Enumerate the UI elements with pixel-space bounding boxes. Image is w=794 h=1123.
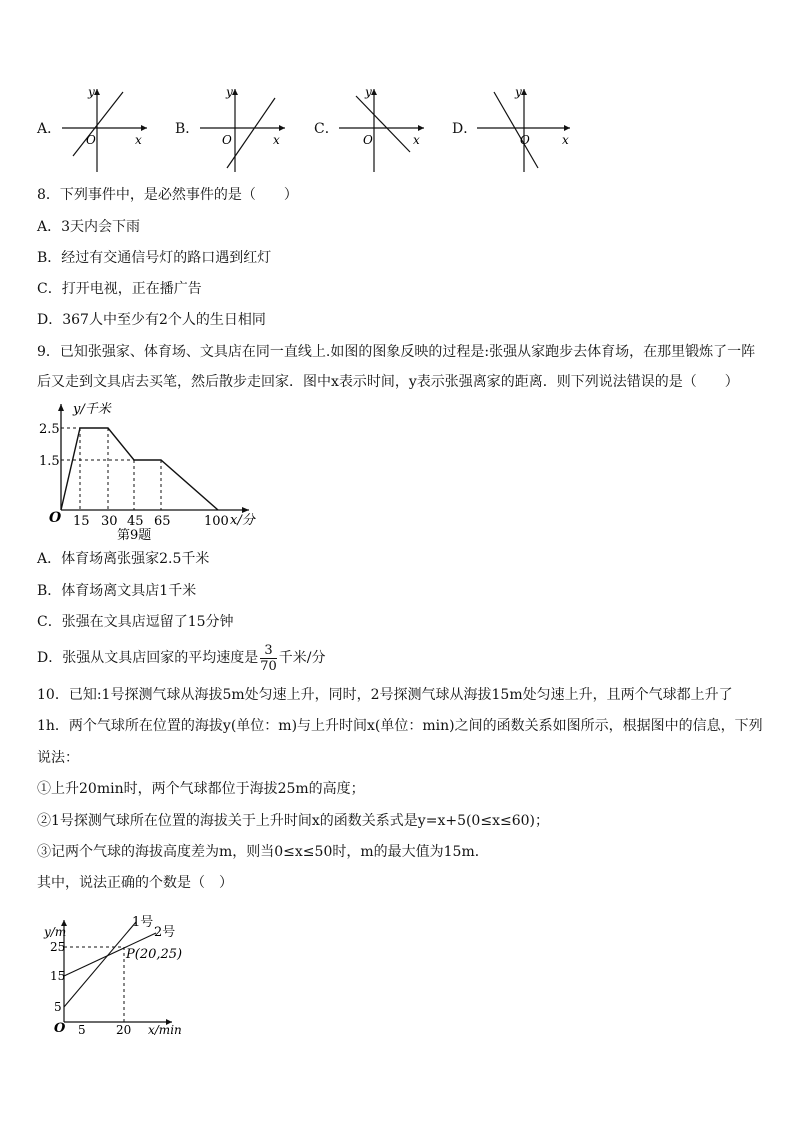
option-label: A． <box>37 121 62 137</box>
x-tick-45: 45 <box>127 514 144 529</box>
x-tick-100: 100 <box>204 514 229 529</box>
q10-stem-line1: 10．已知:1号探测气球从海拔5m处匀速上升，同时，2号探测气球从海拔15m处匀速上升，且两个气球都上升了 <box>37 687 733 703</box>
q9-option-c[interactable]: C．张强在文具店逗留了15分钟 <box>37 614 234 630</box>
origin-label: O <box>520 133 530 147</box>
line-graph-b <box>197 84 287 174</box>
axis-x-label: x <box>413 133 420 147</box>
q8-option-b[interactable]: B．经过有交通信号灯的路口遇到红灯 <box>37 250 272 266</box>
y-tick-15: 15 <box>50 969 66 983</box>
q10-statement-1: ①上升20min时，两个气球都位于海拔25m的高度； <box>37 781 365 797</box>
fraction-numerator: 3 <box>260 643 277 659</box>
x-tick-20: 20 <box>116 1023 132 1037</box>
option-label: D． <box>452 121 478 137</box>
origin-label: O <box>222 133 232 147</box>
q10-question: 其中，说法正确的个数是（ ） <box>37 875 233 891</box>
fraction <box>260 643 277 674</box>
option-label: C． <box>314 121 339 137</box>
fraction-denominator: 70 <box>260 658 277 674</box>
axis-y-label: y <box>88 85 95 99</box>
axis-y-label: y <box>226 85 233 99</box>
line-graph-d <box>474 84 574 174</box>
q10-altitude-graph <box>40 910 200 1038</box>
point-p-label: P(20,25) <box>126 947 183 962</box>
x-tick-65: 65 <box>154 514 171 529</box>
origin-label: O <box>363 133 373 147</box>
q10-statement-2: ②1号探测气球所在位置的海拔关于上升时间x的函数关系式是y=x+5(0≤x≤60)； <box>37 813 549 829</box>
axis-y-label: y <box>365 85 372 99</box>
q8-option-d[interactable]: D．367人中至少有2个人的生日相同 <box>37 312 266 328</box>
figure-caption: 第9题 <box>117 528 152 543</box>
q8-stem: 8．下列事件中，是必然事件的是（ ） <box>37 187 298 203</box>
q9-distance-time-graph <box>37 398 267 546</box>
q10-stem-line3: 说法： <box>37 750 79 766</box>
axis-x-label: x <box>135 133 142 147</box>
q8-option-c[interactable]: C．打开电视，正在播广告 <box>37 281 202 297</box>
q8-option-a[interactable]: A．3天内会下雨 <box>37 219 141 235</box>
q9-option-b[interactable]: B．体育场离文具店1千米 <box>37 583 197 599</box>
y-axis-label: y/m <box>44 925 67 939</box>
y-tick-2-5: 2.5 <box>39 422 60 437</box>
axis-x-label: x <box>273 133 280 147</box>
axis-y-label: y <box>515 85 522 99</box>
line-graph-c <box>336 84 426 174</box>
q9-stem-line2: 后又走到文具店去买笔，然后散步走回家．图中x表示时间，y表示张强离家的距离．则下列说法错误的是（ ） <box>37 374 739 390</box>
q9-option-a[interactable]: A．体育场离张强家2.5千米 <box>37 551 210 567</box>
y-tick-1-5: 1.5 <box>39 454 60 469</box>
x-axis-label: x/分 <box>230 513 255 528</box>
line-label-1: 1号 <box>132 915 154 930</box>
origin-label: O <box>49 510 62 526</box>
x-tick-15: 15 <box>73 514 90 529</box>
y-axis-label: y/千米 <box>73 402 111 417</box>
q9-option-d[interactable] <box>37 640 326 676</box>
q9-option-d-text: D．张强从文具店回家的平均速度是 <box>37 650 259 666</box>
y-tick-25: 25 <box>50 940 66 954</box>
origin-label: O <box>54 1021 66 1036</box>
q9-option-d-unit: 千米/分 <box>278 650 326 666</box>
x-axis-label: x/min <box>148 1023 182 1037</box>
line-label-2: 2号 <box>154 925 176 940</box>
origin-label: O <box>86 133 96 147</box>
line-graph-a <box>59 84 149 174</box>
q9-stem-line1: 9．已知张强家、体育场、文具店在同一直线上.如图的图象反映的过程是:张强从家跑步去体育场，在那里锻炼了一阵 <box>37 344 756 360</box>
q10-stem-line2: 1h．两个气球所在位置的海拔y(单位：m)与上升时间x(单位：min)之间的函数关系如图所示，根据图中的信息，下列 <box>37 718 763 734</box>
q10-statement-3: ③记两个气球的海拔高度差为m，则当0≤x≤50时，m的最大值为15m． <box>37 844 489 860</box>
x-tick-30: 30 <box>101 514 118 529</box>
axis-x-label: x <box>562 133 569 147</box>
option-label: B． <box>175 121 200 137</box>
y-tick-5: 5 <box>54 1000 62 1014</box>
x-tick-5: 5 <box>78 1023 86 1037</box>
q7-options <box>37 84 577 174</box>
